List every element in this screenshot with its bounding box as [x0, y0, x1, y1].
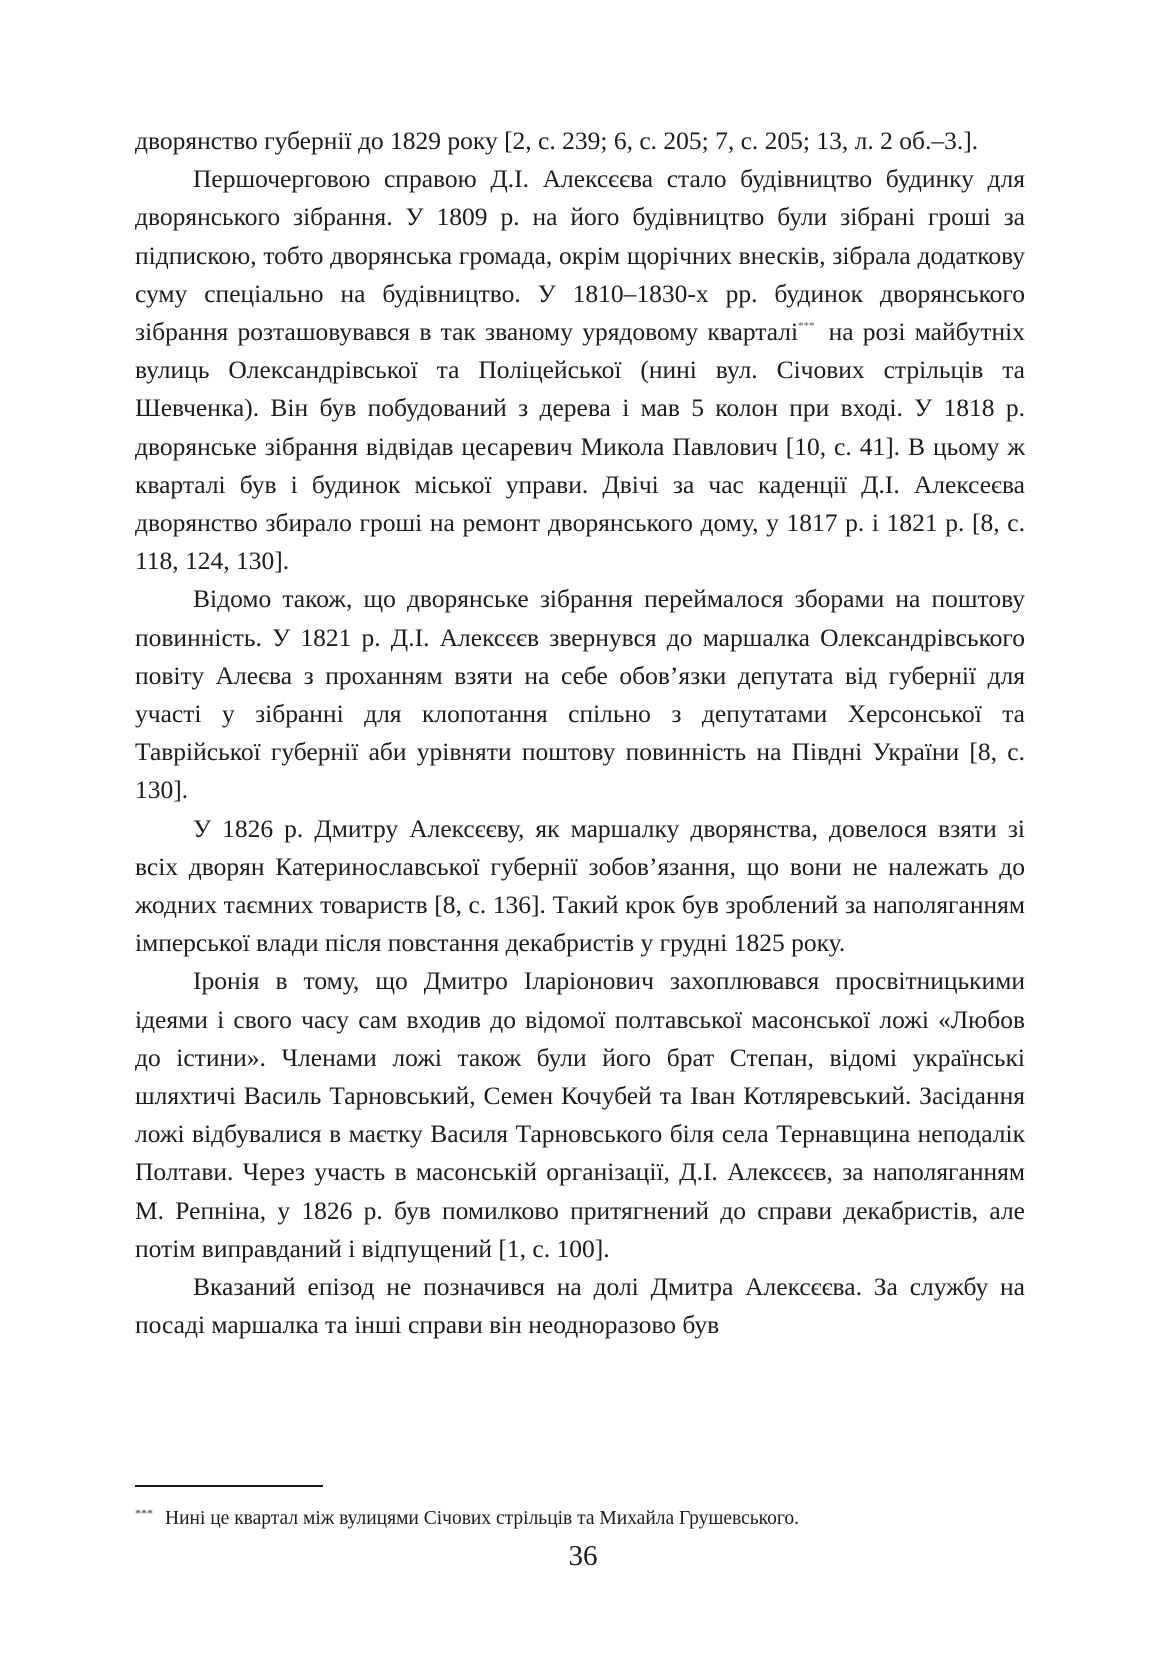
footnote-symbol: ***	[135, 1506, 153, 1520]
paragraph: Іронія в тому, що Дмитро Іларіонович захоплювався просвітницькими ідеями і свого часу сам входив до відомої полтавської масонської ложі «Любов до істини». Членами ложі також були його брат Степан, відомі українські шляхтичі Василь Тарновський, Семен Кочубей та Іван Котляревський. Засідання ложі відбувалися в маєтку Василя Тарновського біля села Тернавщина неподалік Полтави. Через участь в масонській організації, Д.І. Алексєєв, за наполяганням М. Репніна, у 1826 р. був помилково притягнений до справи декабристів, але потім виправданий і відпущений [1, с. 100].	[135, 966, 1025, 1263]
footnote-separator	[135, 1485, 323, 1487]
paragraph: У 1826 р. Дмитру Алексєєву, як маршалку дворянства, довелося взяти зі всіх дворян Катеринославської губернії зобов’язання, що вони не належать до жодних таємних товариств [8, с. 136]. Такий крок був зроблений за наполяганням імперської влади після повстання декабристів у грудні 1825 року.	[135, 813, 1025, 958]
paragraph	[135, 160, 1025, 580]
paragraph-text: на розі майбутніх вулиць Олександрівської та Поліцейської (нині вул. Січових стрільців та Шевченка). Він був побудований з дерева і мав 5 колон при вході. У 1818 р. дворянське зібрання відвідав цесаревич Микола Павлович [10, с. 41]. В цьому ж кварталі був і будинок міської управи. Двічі за час каденції Д.І. Алексеєва дворянство збирало гроші на ремонт дворянського дому, у 1817 р. і 1821 р. [8, с. 118, 124, 130].	[135, 317, 1025, 576]
paragraph-text: Першочерговою справою Д.І. Алексєєва стало будівництво будинку для дворянського зібрання. У 1809 р. на його будівництво були зібрані гроші за підпискою, тобто дворянська громада, окрім щорічних внесків, зібрала додаткову суму спеціально на будівництво. У 1810–1830-х рр. будинок дворянського зібрання розташовувався в так званому урядовому кварталі	[135, 164, 1025, 347]
footnote	[135, 1500, 1035, 1532]
body-text	[135, 122, 1025, 1345]
paragraph: дворянство губернії до 1829 року [2, с. 239; 6, с. 205; 7, с. 205; 13, л. 2 об.–3.].	[135, 126, 979, 155]
page-number: 36	[568, 1540, 598, 1572]
paragraph: Відомо також, що дворянське зібрання переймалося зборами на поштову повинність. У 1821 р. Д.І. Алексєєв звернувся до маршалка Олександрівського повіту Алеєва з проханням взяти на себе обов’язки депутата від губернії для участі у зібранні для клопотання спільно з депутатами Херсонської та Таврійської губернії аби урівняти поштову повинність на Півдні України [8, с. 130].	[135, 584, 1025, 805]
paragraph: Вказаний епізод не позначився на долі Дмитра Алексєєва. За службу на посаді маршалка та інші справи він неодноразово був	[135, 1272, 1025, 1340]
footnote-reference: ***	[798, 320, 815, 333]
footnote-text: Нині це квартал між вулицями Січових стрільців та Михайла Грушевського.	[165, 1508, 800, 1529]
